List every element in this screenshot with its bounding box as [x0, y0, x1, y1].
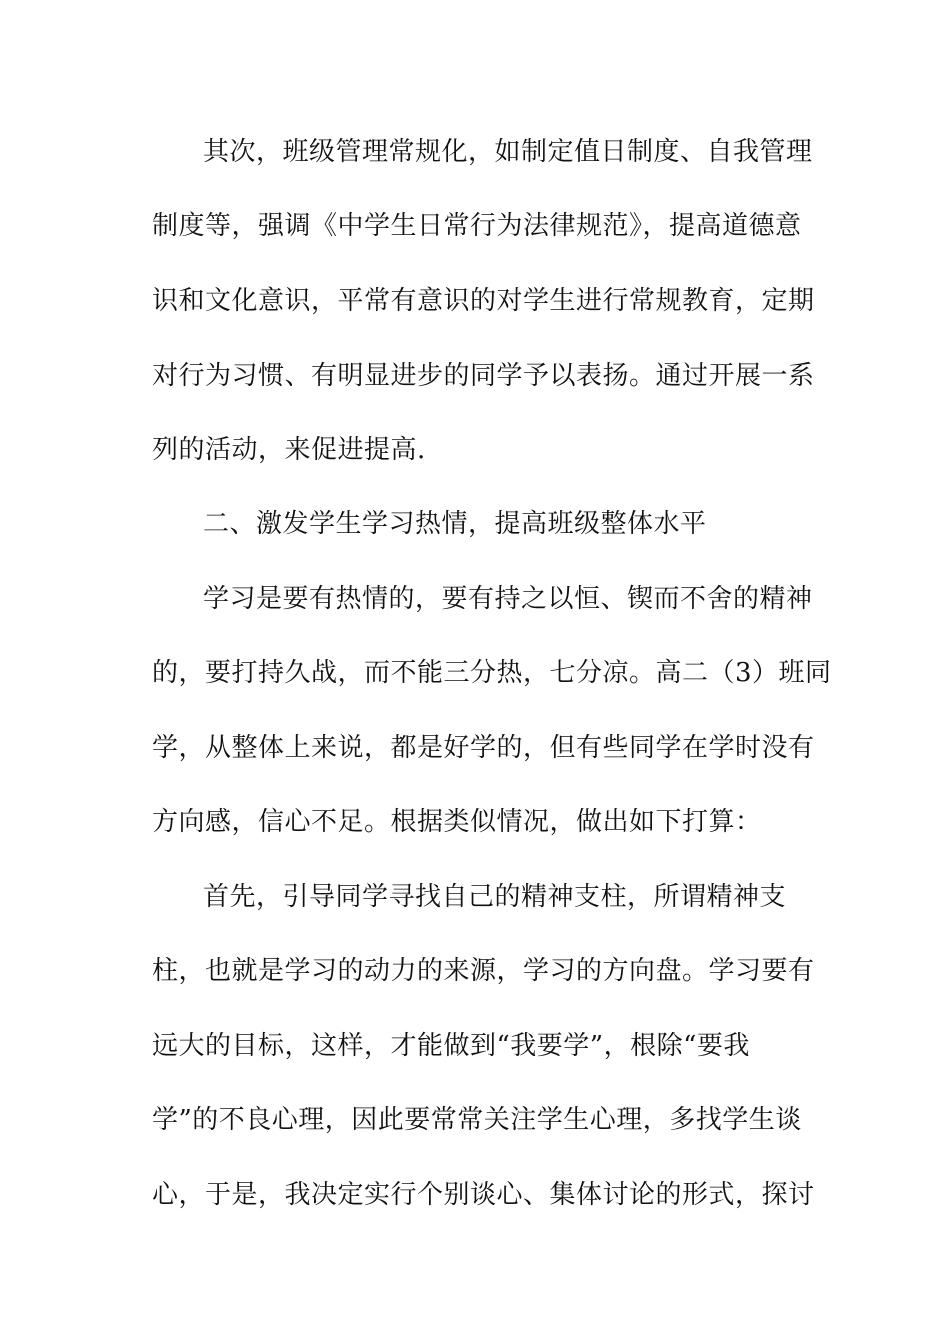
- text-line-8: 的，要打持久战，而不能三分热，七分凉。高二（3）班同: [152, 658, 832, 688]
- text-line-12: 柱，也就是学习的动力的来源，学习的方向盘。学习要有: [152, 956, 815, 986]
- text-line-4: 对行为习惯、有明显进步的同学予以表扬。通过开展一系: [152, 361, 815, 391]
- section-heading: 二、激发学生学习热情，提高班级整体水平: [203, 509, 707, 539]
- text-line-15: 心，于是，我决定实行个别谈心、集体讨论的形式，探讨: [152, 1180, 815, 1210]
- text-line-9: 学，从整体上来说，都是好学的，但有些同学在学时没有: [152, 733, 815, 763]
- text-line-5: 列的活动，来促进提高.: [152, 435, 426, 465]
- text-line-2: 制度等，强调《中学生日常行为法律规范》，提高道德意: [152, 211, 802, 241]
- text-line-7: 学习是要有热情的，要有持之以恒、锲而不舍的精神: [203, 584, 813, 614]
- text-line-3: 识和文化意识，平常有意识的对学生进行常规教育，定期: [152, 286, 815, 316]
- text-line-14: 学”的不良心理，因此要常常关注学生心理，多找学生谈: [152, 1105, 802, 1135]
- text-line-11: 首先，引导同学寻找自己的精神支柱，所谓精神支: [203, 882, 787, 912]
- text-line-1: 其次，班级管理常规化，如制定值日制度、自我管理: [203, 137, 813, 167]
- text-line-10: 方向感，信心不足。根据类似情况，做出如下打算：: [152, 807, 762, 837]
- text-line-13: 远大的目标，这样，才能做到“我要学”，根除“要我: [152, 1031, 750, 1061]
